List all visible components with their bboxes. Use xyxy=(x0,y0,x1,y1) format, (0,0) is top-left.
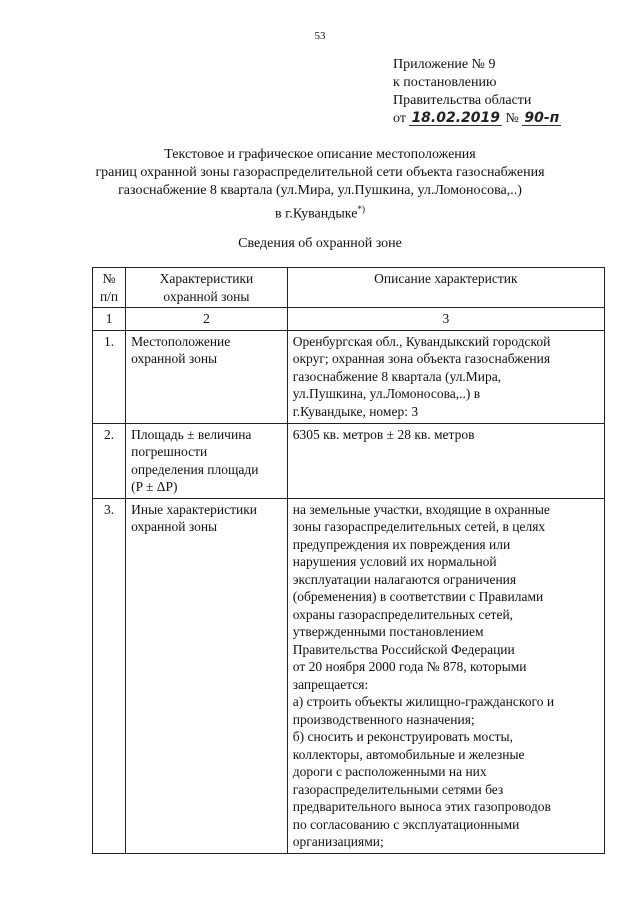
text-line: зоны газораспределительных сетей, в целях xyxy=(292,519,546,534)
table-row xyxy=(93,330,605,423)
text-line: организациями; xyxy=(292,834,384,849)
title-line-2: границ охранной зоны газораспределительной сети объекта газоснабжения xyxy=(95,165,545,180)
handwritten-number: 90-п xyxy=(524,110,560,126)
title-city: в г.Кувандыке xyxy=(275,206,358,222)
text-line: Площадь ± величина xyxy=(131,426,252,442)
text-line: Местоположение xyxy=(131,333,231,349)
title-line-3: газоснабжение 8 квартала (ул.Мира, ул.Пушкина, ул.Ломоносова,..) xyxy=(118,183,522,198)
text-line: (P ± ΔP) xyxy=(131,479,178,494)
header-number-line-2: п/п xyxy=(99,288,119,304)
text-line: 6305 кв. метров ± 28 кв. метров xyxy=(292,426,475,442)
row-number: 1. xyxy=(93,330,126,423)
section-subtitle: Сведения об охранной зоне xyxy=(238,236,402,251)
page-number: 53 xyxy=(314,30,326,42)
header-description: Описание характеристик xyxy=(287,268,604,308)
text-line: б) сносить и реконструировать мосты, xyxy=(292,729,513,744)
column-number: 3 xyxy=(287,308,604,331)
text-line: охраны газораспределительных сетей, xyxy=(292,606,514,622)
column-number: 2 xyxy=(126,308,288,331)
row-characteristic xyxy=(126,330,288,423)
text-line: нарушения условий их нормальной xyxy=(292,554,497,569)
text-line: (обременения) в соответствии с Правилами xyxy=(292,589,544,604)
handwritten-date: 18.02.2019 xyxy=(411,110,501,126)
appendix-line-2: к постановлению xyxy=(393,75,497,90)
text-line: Иные характеристики xyxy=(131,501,257,517)
row-number: 2. xyxy=(93,423,126,498)
row-characteristic xyxy=(126,498,288,853)
text-line: определения площади xyxy=(131,461,259,477)
title-line-4 xyxy=(0,200,640,224)
text-line: по согласованию с эксплуатационными xyxy=(292,816,520,832)
text-line: на земельные участки, входящие в охранные xyxy=(292,501,550,517)
footnote-mark: *) xyxy=(357,204,365,214)
appendix-line-3: Правительства области xyxy=(393,93,532,108)
text-line: г.Кувандыке, номер: 3 xyxy=(292,403,419,419)
row-number: 3. xyxy=(93,498,126,853)
text-line: дороги с расположенными на них xyxy=(292,764,487,779)
table-row xyxy=(93,423,605,498)
text-line: коллекторы, автомобильные и железные xyxy=(292,746,525,762)
table-row xyxy=(93,498,605,853)
text-line: округ; охранная зона объекта газоснабжения xyxy=(292,351,551,366)
column-number-row xyxy=(93,308,605,331)
text-line: запрещается: xyxy=(292,676,369,692)
from-label: от xyxy=(393,111,406,126)
text-line: Правительства Российской Федерации xyxy=(292,641,515,657)
row-description xyxy=(287,498,604,853)
appendix-block xyxy=(393,56,561,128)
text-line: от 20 ноября 2000 года № 878, которыми xyxy=(292,659,527,674)
row-description xyxy=(287,423,604,498)
text-line: Оренбургская обл., Кувандыкский городской xyxy=(292,333,551,349)
text-line: охранной зоны xyxy=(131,351,218,366)
row-description xyxy=(287,330,604,423)
header-characteristics-line-2: охранной зоны xyxy=(163,288,250,304)
text-line: охранной зоны xyxy=(131,519,218,534)
text-line: газораспределительными сетями без xyxy=(292,781,504,797)
text-line: эксплуатации налагаются ограничения xyxy=(292,571,517,587)
text-line: а) строить объекты жилищно-гражданского и xyxy=(292,694,555,709)
text-line: ул.Пушкина, ул.Ломоносова,..) в xyxy=(292,386,481,401)
text-line: предупреждения их повреждения или xyxy=(292,536,511,552)
text-line: предварительного выноса этих газопроводов xyxy=(292,799,551,814)
header-characteristics xyxy=(126,268,288,308)
number-label: № xyxy=(505,111,519,126)
appendix-line-1: Приложение № 9 xyxy=(393,57,496,72)
protection-zone-table xyxy=(92,267,605,854)
text-line: погрешности xyxy=(131,444,208,459)
text-line: производственного назначения; xyxy=(292,711,475,727)
appendix-line-4 xyxy=(393,110,561,128)
table-header-row xyxy=(93,268,605,308)
title-line-1: Текстовое и графическое описание местоположения xyxy=(164,147,476,162)
text-line: утвержденными постановлением xyxy=(292,624,484,639)
header-characteristics-line-1: Характеристики xyxy=(159,271,254,286)
column-number: 1 xyxy=(93,308,126,331)
header-number xyxy=(93,268,126,308)
header-number-line-1: № xyxy=(102,271,116,286)
row-characteristic xyxy=(126,423,288,498)
document-title xyxy=(0,146,640,224)
text-line: газоснабжение 8 квартала (ул.Мира, xyxy=(292,368,502,384)
